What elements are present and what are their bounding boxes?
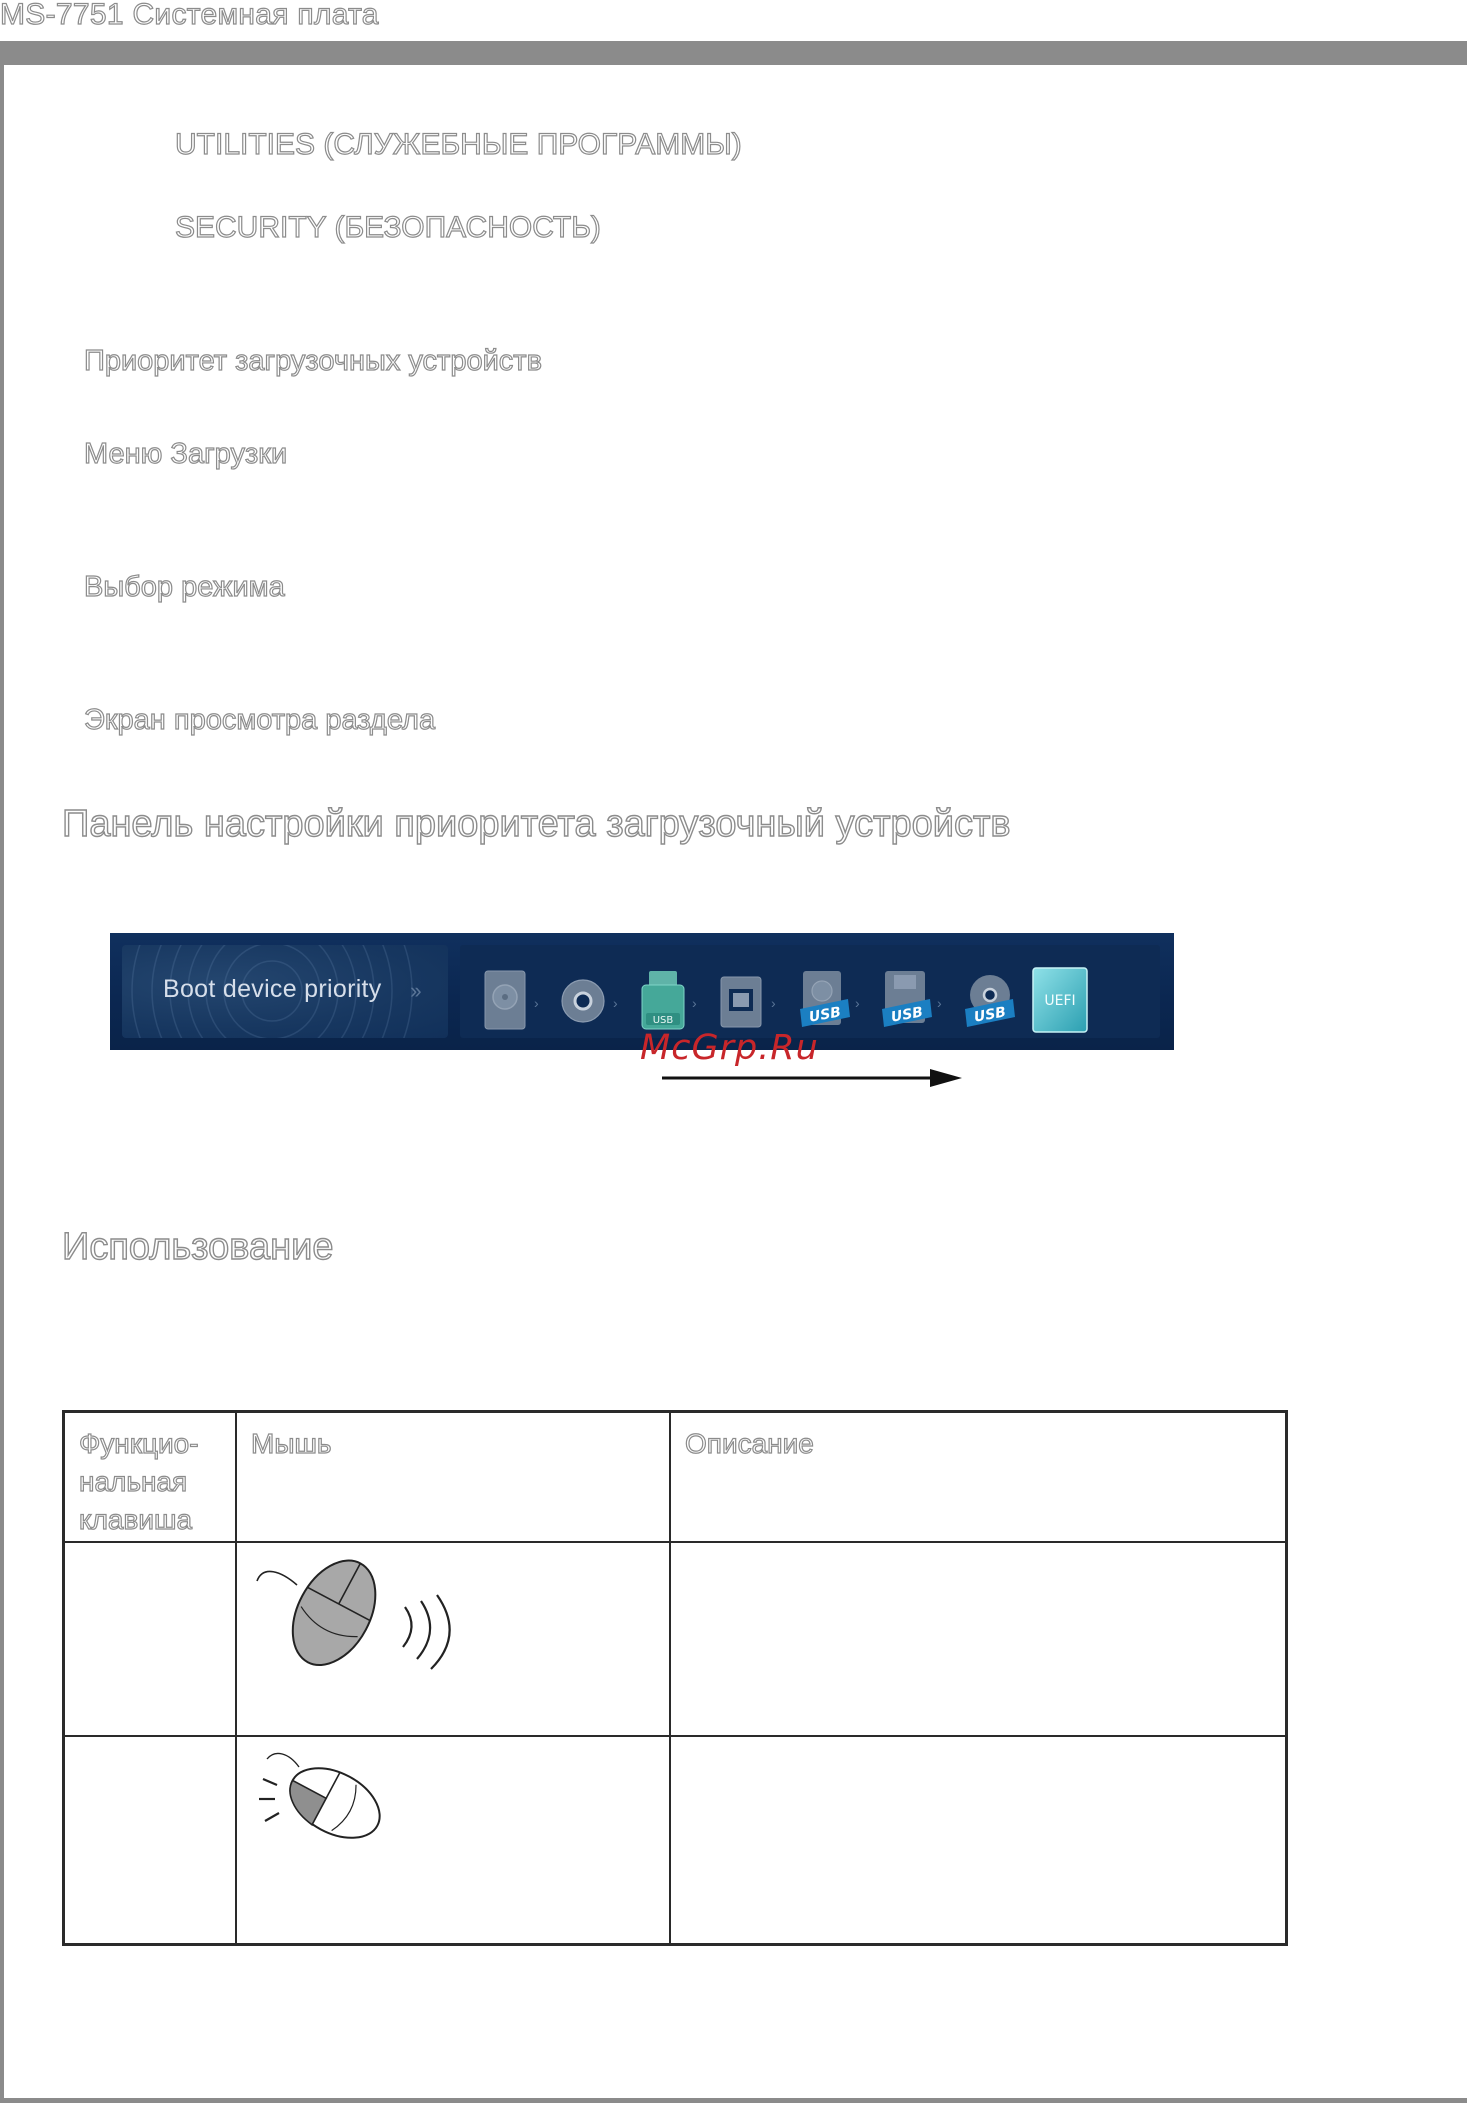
boot-device-list <box>460 945 1160 1038</box>
separator-chevron: › <box>855 995 860 1011</box>
table-cell-mouse <box>236 1542 670 1736</box>
mouse-move-icon <box>253 1551 503 1691</box>
menu-security: SECURITY (БЕЗОПАСНОСТЬ) <box>175 211 601 244</box>
usb-hard-disk-icon[interactable] <box>800 969 846 1031</box>
hard-disk-icon[interactable] <box>482 969 528 1031</box>
section-title-boot-panel: Панель настройки приоритета загрузочный устройств <box>62 803 1011 845</box>
usb-optical-disc-icon[interactable] <box>965 969 1011 1031</box>
page-frame-bottom <box>0 2098 1467 2103</box>
usb-floppy-icon[interactable] <box>882 969 928 1031</box>
watermark-text: McGrp.Ru <box>640 1028 819 1068</box>
separator-chevron: › <box>937 995 942 1011</box>
usb-key-label: USB <box>652 1015 674 1026</box>
optical-disc-icon[interactable] <box>560 969 606 1031</box>
uefi-icon[interactable] <box>1032 967 1088 1033</box>
table-cell-description <box>670 1542 1287 1736</box>
header-bar <box>0 41 1467 65</box>
usage-table <box>62 1410 1288 1946</box>
menu-utilities: UTILITIES (СЛУЖЕБНЫЕ ПРОГРАММЫ) <box>175 128 742 161</box>
table-cell-key <box>64 1542 237 1736</box>
header-function-key-label: Функцио-нальная клавиша <box>79 1428 199 1535</box>
uefi-label: UEFI <box>1044 993 1076 1009</box>
item-section-view: Экран просмотра раздела <box>84 704 436 736</box>
network-icon[interactable] <box>718 969 764 1031</box>
header-mouse-label: Мышь <box>251 1428 332 1459</box>
arrow-right-icon <box>660 1066 965 1090</box>
table-header-description <box>670 1412 1287 1542</box>
table-row <box>64 1542 1287 1736</box>
usb-optical-label: USB <box>972 1004 1008 1026</box>
header-description-label: Описание <box>685 1428 814 1459</box>
table-row <box>64 1736 1287 1944</box>
document-header-title: MS-7751 Системная плата <box>0 0 379 31</box>
page-frame-left <box>0 41 4 2103</box>
double-chevron-icon: ›› <box>410 978 419 1003</box>
table-header-row <box>64 1412 1287 1542</box>
mouse-left-click-icon <box>255 1745 425 1855</box>
table-cell-key <box>64 1736 237 1944</box>
table-cell-description <box>670 1736 1287 1944</box>
usb-hdd-label: USB <box>807 1004 843 1026</box>
item-boot-menu: Меню Загрузки <box>84 438 288 470</box>
separator-chevron: › <box>613 995 618 1011</box>
item-boot-priority: Приоритет загрузочных устройств <box>84 345 542 377</box>
usb-key-icon[interactable] <box>640 969 686 1031</box>
section-title-usage: Использование <box>62 1226 334 1268</box>
separator-chevron: › <box>771 995 776 1011</box>
table-header-function-key <box>64 1412 237 1542</box>
table-header-mouse <box>236 1412 670 1542</box>
boot-device-priority-label: Boot device priority <box>163 975 382 1003</box>
table-cell-mouse <box>236 1736 670 1944</box>
item-mode-select: Выбор режима <box>84 571 285 603</box>
separator-chevron: › <box>534 995 539 1011</box>
usb-floppy-label: USB <box>889 1004 925 1026</box>
separator-chevron: › <box>692 995 697 1011</box>
